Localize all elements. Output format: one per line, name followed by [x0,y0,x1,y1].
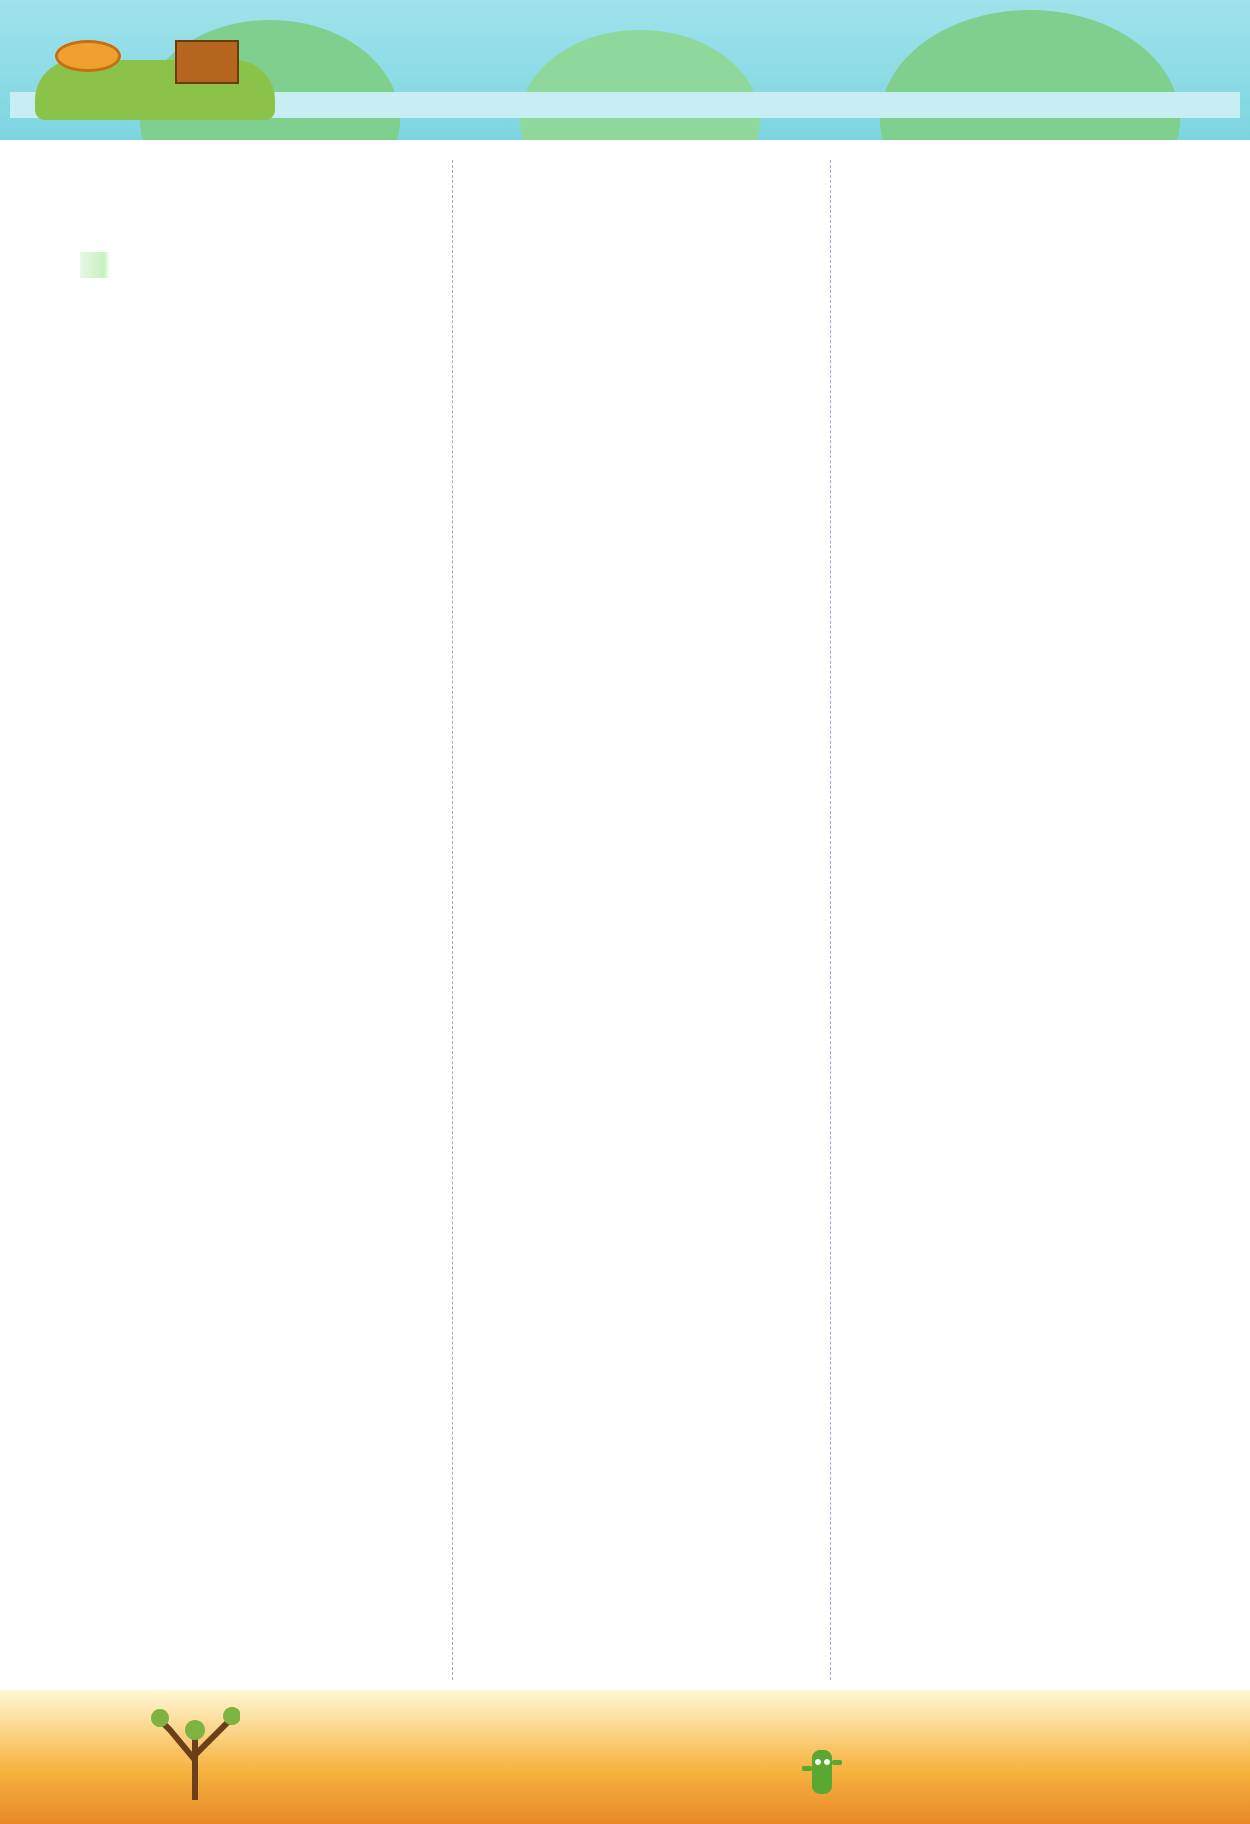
column-divider [830,160,831,1680]
page-header [0,0,1250,140]
answer-row [86,179,446,203]
answer-cell [86,179,178,203]
answer-cell [270,202,362,226]
mascot-icon [800,1740,844,1800]
answer-cell [270,155,362,179]
answer-cell [178,155,270,179]
answer-cell [178,226,270,250]
answer-cell [270,179,362,203]
answer-row [86,155,446,179]
answer-row [86,226,446,250]
answer-cell [178,202,270,226]
column-1 [86,155,446,284]
house-icon [175,40,239,84]
column-divider [452,160,453,1680]
answer-cell [86,202,178,226]
section-badge [80,252,110,278]
header-hill [880,10,1180,140]
coin-icon [55,40,121,72]
tree-icon [150,1700,240,1800]
answer-cell [86,226,178,250]
answer-row [86,202,446,226]
answer-cell [86,155,178,179]
answer-cell [178,179,270,203]
answer-cell [270,226,362,250]
header-hill [520,30,760,140]
